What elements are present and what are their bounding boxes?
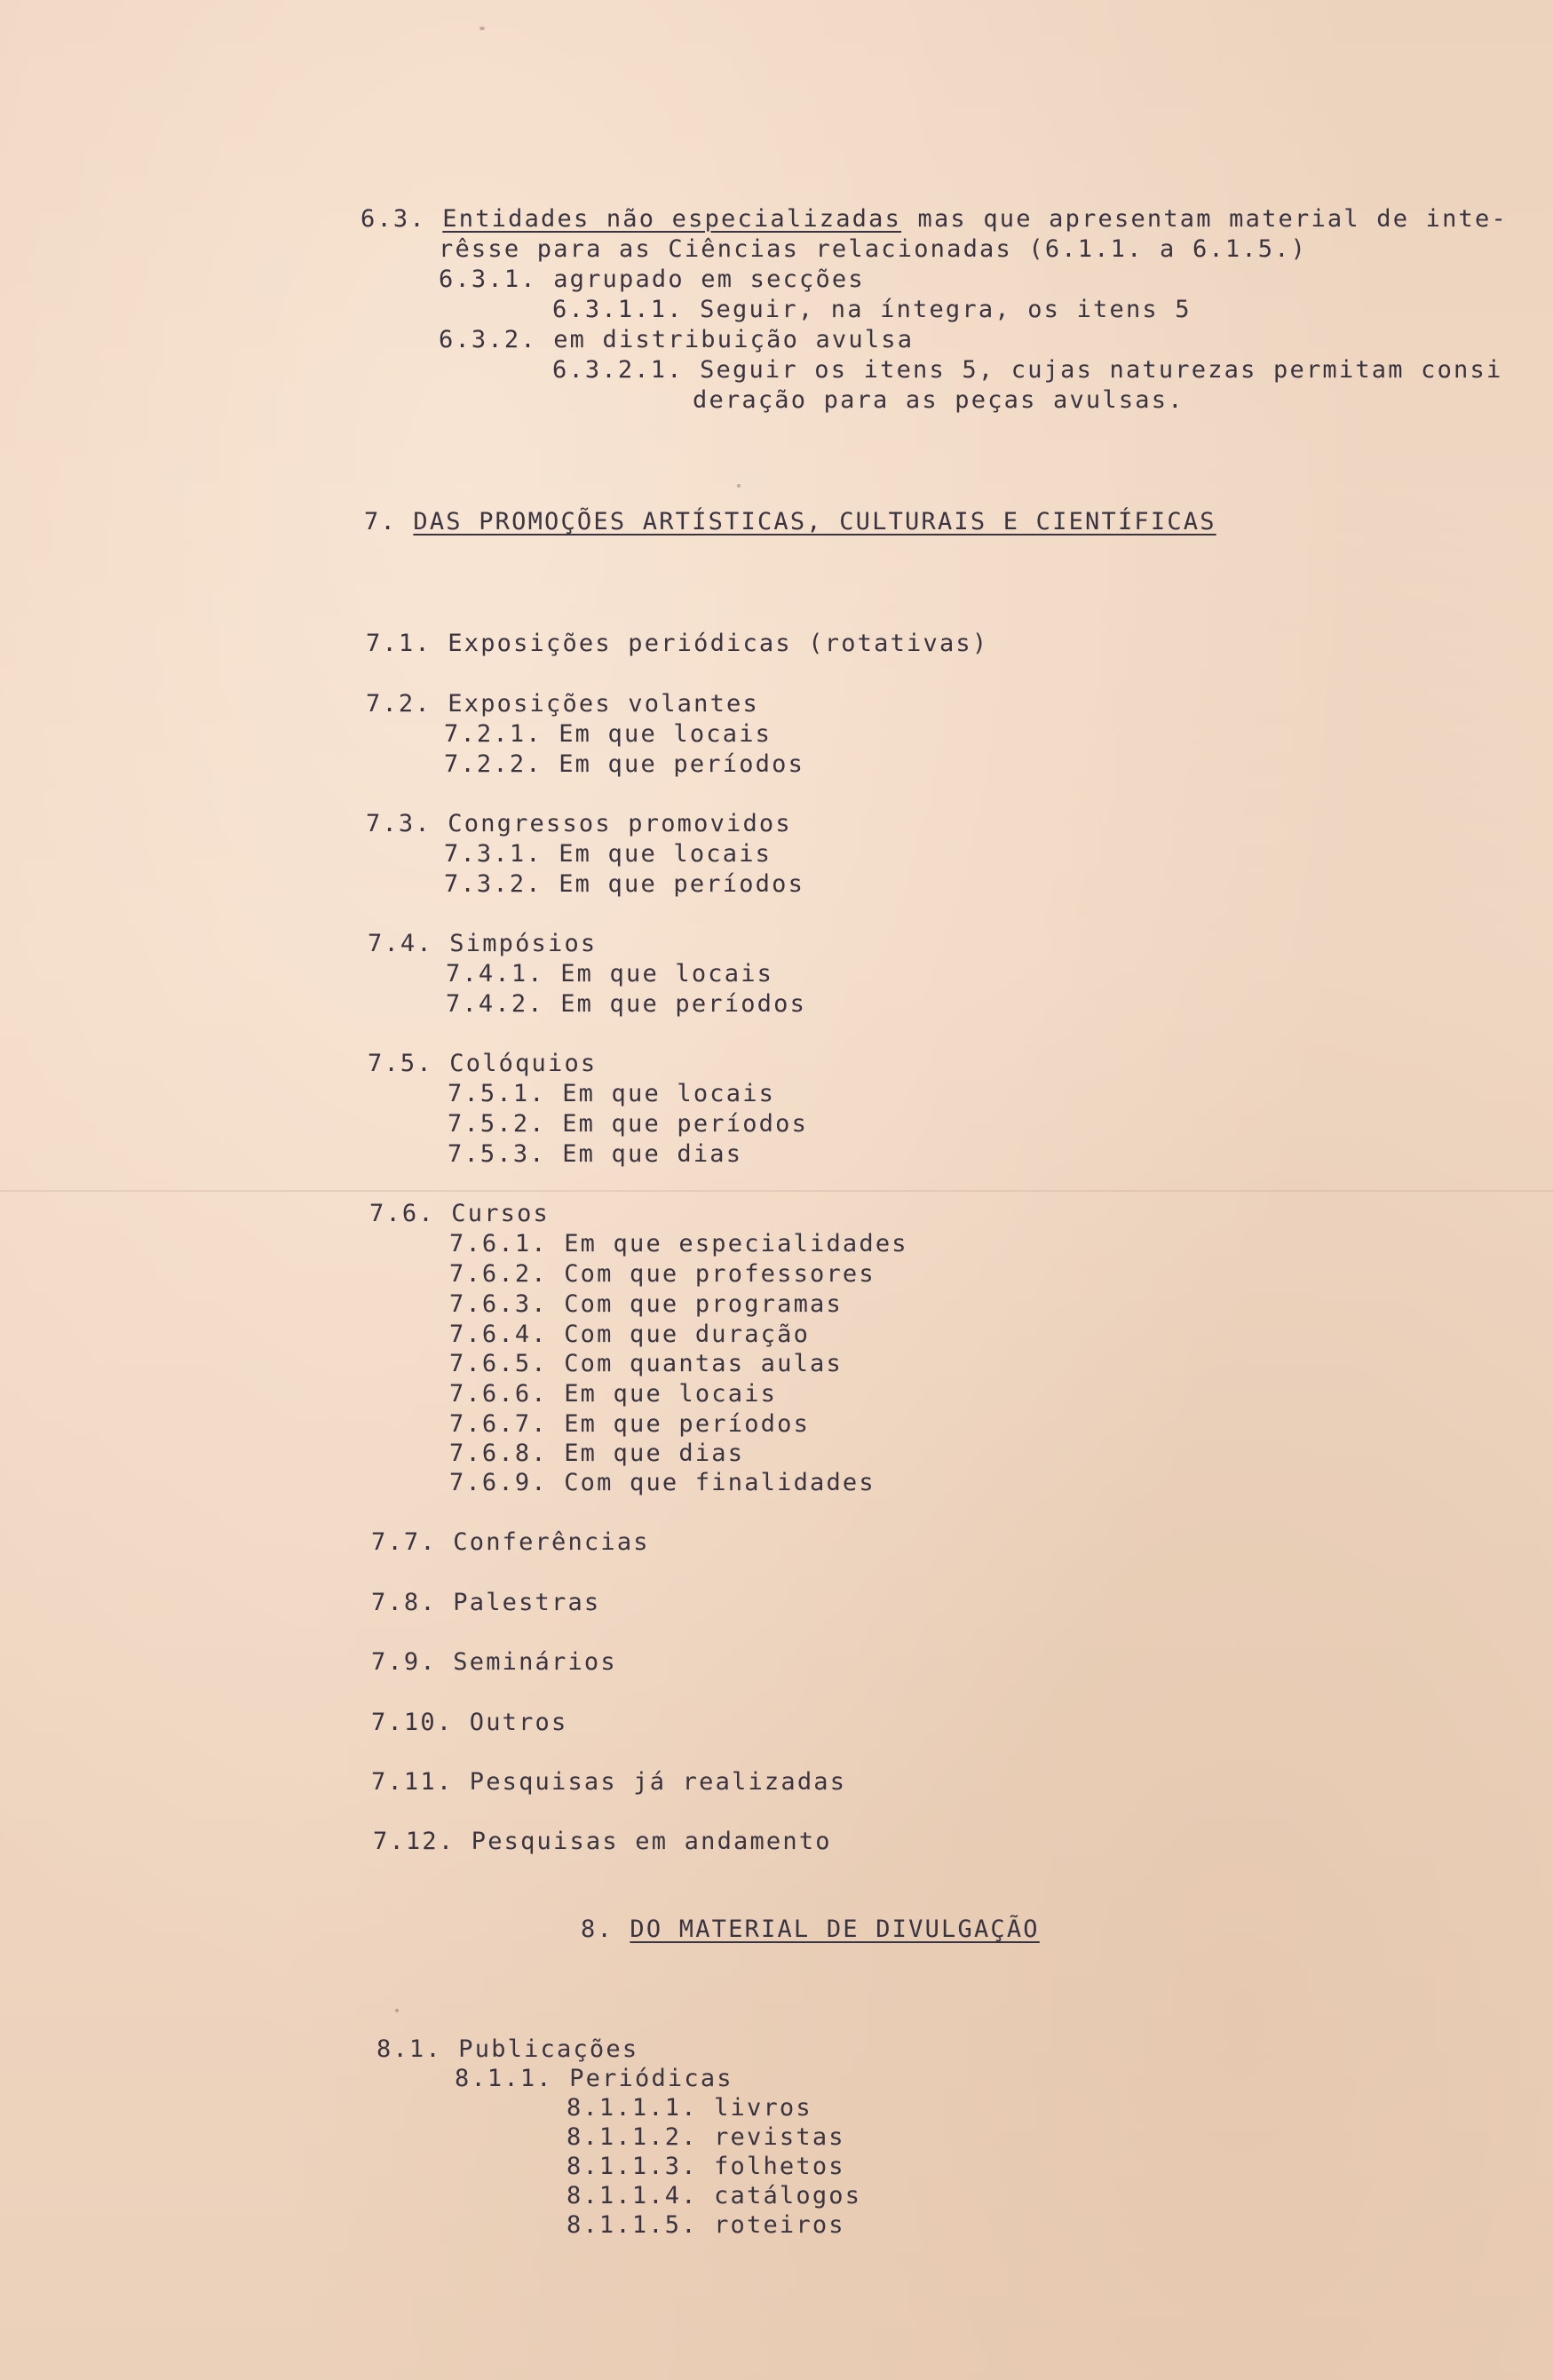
item-7-3: 7.3. Congressos promovidos <box>366 810 792 837</box>
item-8-1-1-1: 8.1.1.1. livros <box>567 2094 812 2122</box>
item-7-6-9: 7.6.9. Com que finalidades <box>449 1469 876 1496</box>
item-8-1-1-5: 8.1.1.5. roteiros <box>567 2211 845 2239</box>
paper-speck <box>737 484 741 488</box>
section-8-title: DO MATERIAL DE DIVULGAÇÃO <box>630 1916 1040 1943</box>
item-8-1: 8.1. Publicações <box>376 2035 639 2063</box>
item-7-6-6: 7.6.6. Em que locais <box>449 1380 778 1408</box>
item-7-8: 7.8. Palestras <box>371 1589 601 1616</box>
item-7-9: 7.9. Seminários <box>371 1648 617 1676</box>
item-7-6-7: 7.6.7. Em que períodos <box>449 1410 811 1438</box>
section-6-3-2: 6.3.2. em distribuição avulsa <box>439 326 915 353</box>
paper-fold <box>0 1190 1553 1192</box>
item-7-11: 7.11. Pesquisas já realizadas <box>371 1768 847 1796</box>
item-7-5-2: 7.5.2. Em que períodos <box>448 1110 809 1138</box>
item-7-2-2: 7.2.2. Em que períodos <box>444 750 805 778</box>
item-8-1-1-2: 8.1.1.2. revistas <box>567 2123 845 2151</box>
item-7-4: 7.4. Simpósios <box>368 930 598 957</box>
item-8-1-1: 8.1.1. Periódicas <box>455 2065 733 2092</box>
section-7-heading: 7. DAS PROMOÇÕES ARTÍSTICAS, CULTURAIS E CIENTÍFICAS <box>364 508 1216 536</box>
item-7-5-3: 7.5.3. Em que dias <box>448 1140 743 1168</box>
paper-speck <box>479 27 485 30</box>
item-7-6-2: 7.6.2. Com que professores <box>449 1260 876 1288</box>
paper-speck <box>395 2009 399 2012</box>
item-7-6-4: 7.6.4. Com que duração <box>449 1321 811 1348</box>
section-6-3-line-2: rêsse para as Ciências relacionadas (6.1.1. a 6.1.5.) <box>439 235 1308 263</box>
item-7-4-2: 7.4.2. Em que períodos <box>446 990 807 1018</box>
item-7-1: 7.1. Exposições periódicas (rotativas) <box>366 630 989 657</box>
section-6-3-line-1: 6.3. Entidades não especializadas mas que apresentam material de inte- <box>361 205 1508 233</box>
section-6-3-title: Entidades não especializadas <box>442 205 902 233</box>
item-8-1-1-4: 8.1.1.4. catálogos <box>567 2182 862 2209</box>
item-7-6-1: 7.6.1. Em que especialidades <box>449 1230 908 1257</box>
section-7-title: DAS PROMOÇÕES ARTÍSTICAS, CULTURAIS E CIENTÍFICAS <box>413 508 1216 536</box>
item-7-6-8: 7.6.8. Em que dias <box>449 1440 745 1467</box>
section-6-3-1-1: 6.3.1.1. Seguir, na íntegra, os itens 5 <box>552 296 1192 323</box>
item-7-6-5: 7.6.5. Com quantas aulas <box>449 1350 843 1377</box>
item-7-3-1: 7.3.1. Em que locais <box>444 840 773 868</box>
section-6-3-2-1-cont: deração para as peças avulsas. <box>693 386 1185 414</box>
item-7-2-1: 7.2.1. Em que locais <box>444 720 773 748</box>
item-8-1-1-3: 8.1.1.3. folhetos <box>567 2153 845 2180</box>
section-6-3-2-1: 6.3.2.1. Seguir os itens 5, cujas naturezas permitam consi <box>552 356 1503 384</box>
item-7-2: 7.2. Exposições volantes <box>366 690 759 718</box>
item-7-6: 7.6. Cursos <box>369 1200 551 1227</box>
item-7-12: 7.12. Pesquisas em andamento <box>373 1828 832 1855</box>
item-7-5: 7.5. Colóquios <box>368 1050 598 1077</box>
item-7-4-1: 7.4.1. Em que locais <box>446 960 774 988</box>
item-7-10: 7.10. Outros <box>371 1709 568 1736</box>
section-6-3-1: 6.3.1. agrupado em secções <box>439 266 865 293</box>
item-7-6-3: 7.6.3. Com que programas <box>449 1290 843 1318</box>
item-7-3-2: 7.3.2. Em que períodos <box>444 870 805 898</box>
item-7-7: 7.7. Conferências <box>371 1528 650 1556</box>
item-7-5-1: 7.5.1. Em que locais <box>448 1080 776 1107</box>
section-8-heading: 8. DO MATERIAL DE DIVULGAÇÃO <box>581 1916 1040 1943</box>
